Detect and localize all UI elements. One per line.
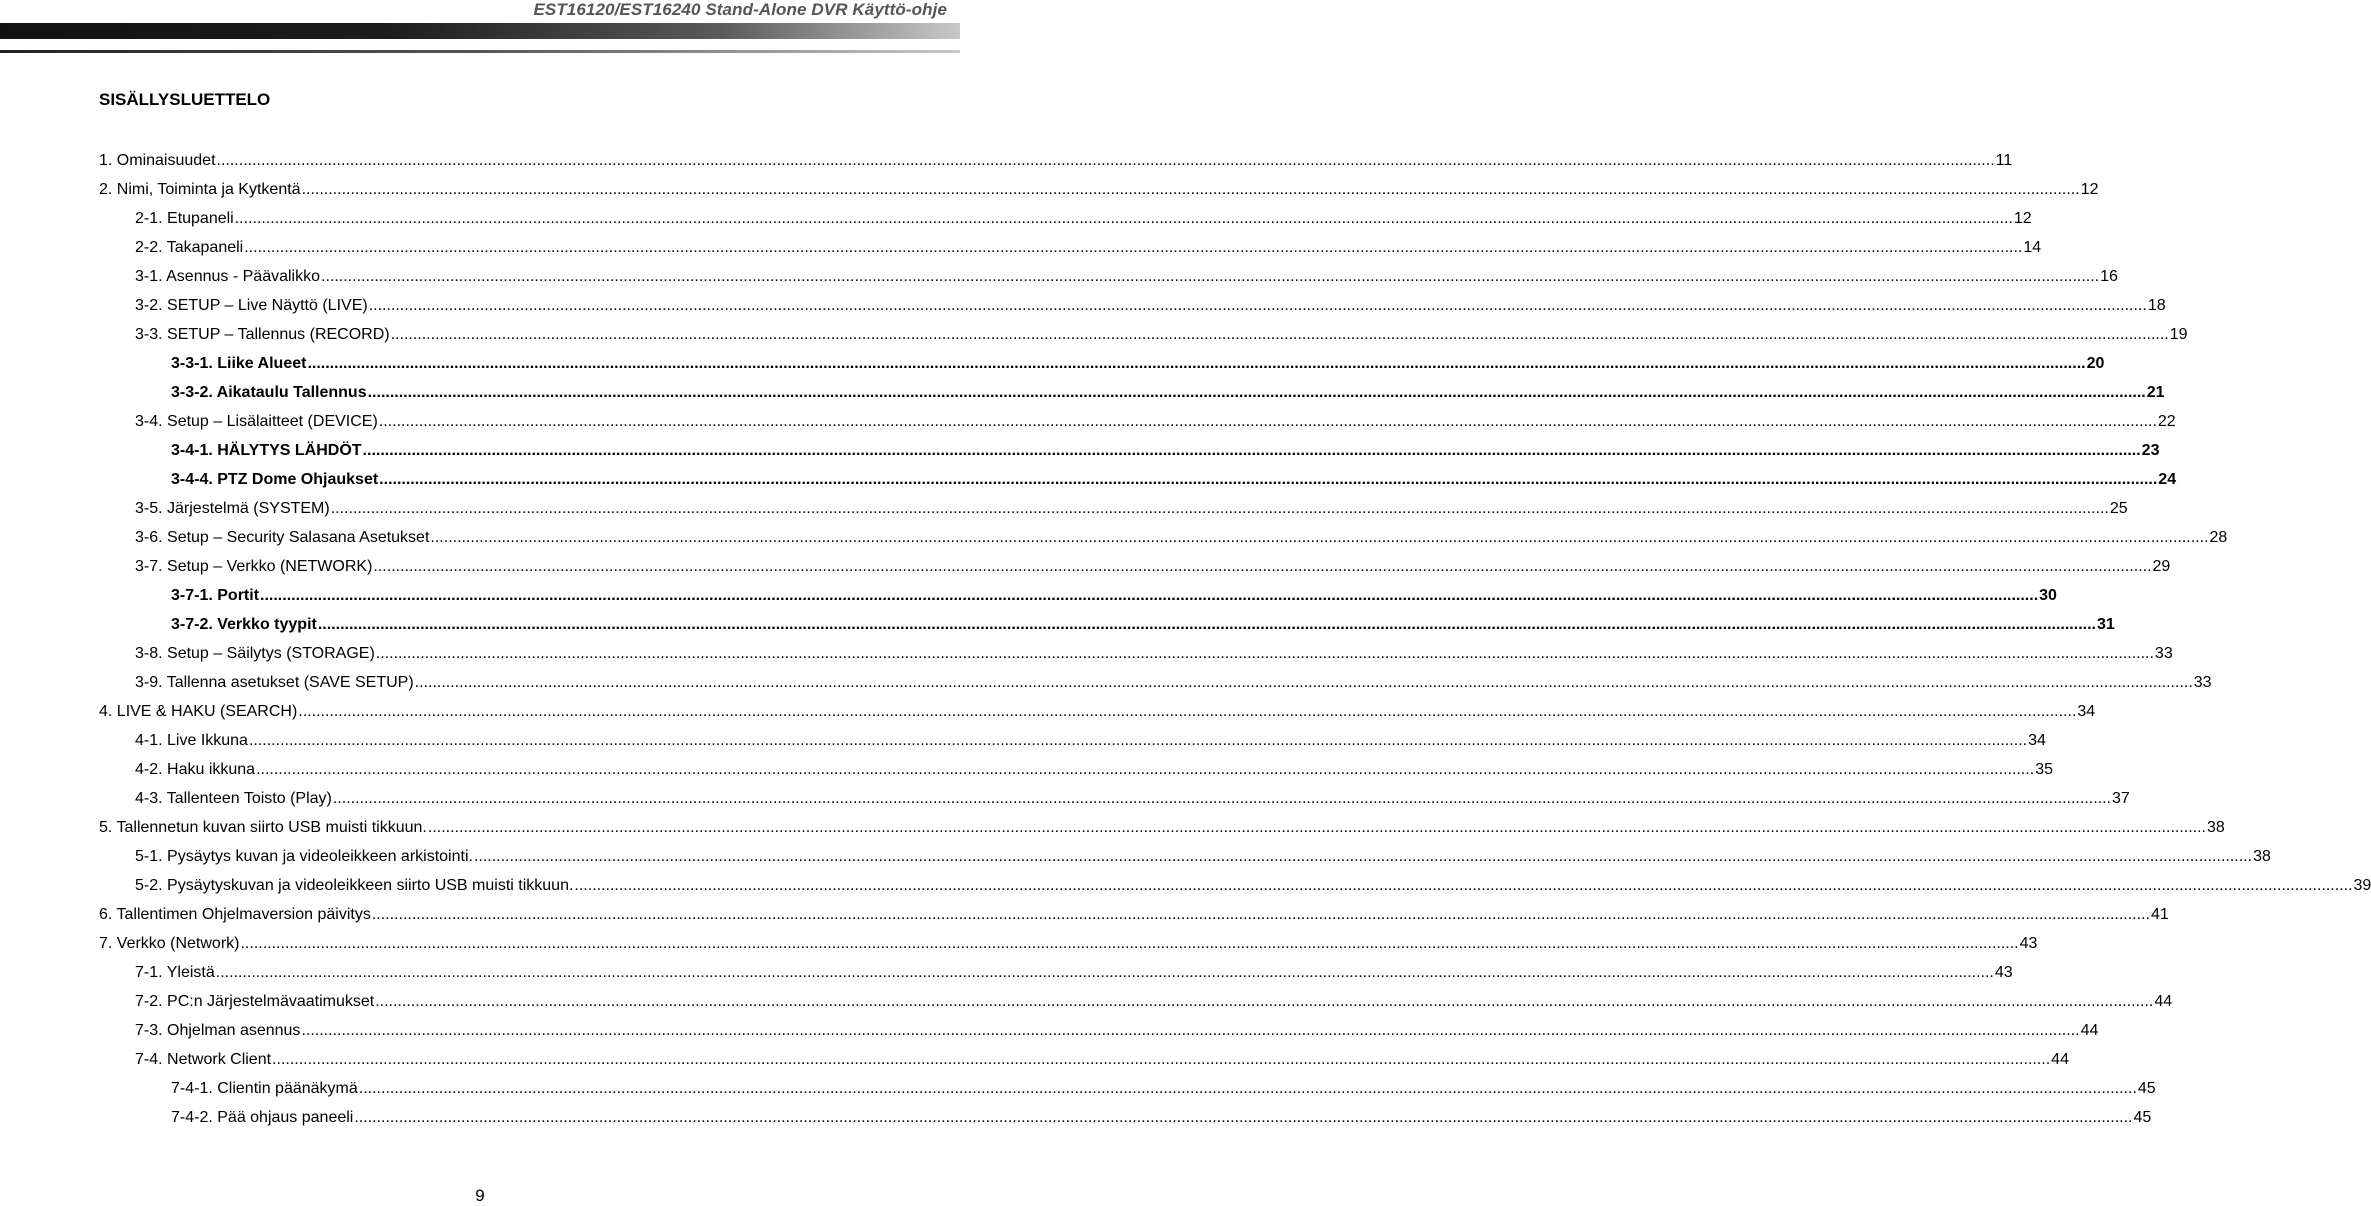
- header-divider-line: [0, 50, 960, 53]
- toc-dot-leader: ................................................................................................................................................................................................................................................................................................................................................................................................................: [427, 818, 2206, 836]
- toc-entry[interactable]: [99, 900, 2169, 929]
- toc-entry[interactable]: [135, 262, 2118, 291]
- toc-entry[interactable]: [135, 726, 2046, 755]
- toc-entry-page: 33: [2154, 644, 2173, 662]
- toc-entry-title: 7-2. PC:n Järjestelmävaatimukset: [135, 992, 375, 1010]
- toc-entry[interactable]: [135, 1045, 2069, 1074]
- toc-entry[interactable]: [171, 581, 2057, 610]
- toc-entry-title: 3-6. Setup – Security Salasana Asetukset: [135, 528, 430, 546]
- toc-entry-title: 7-4-1. Clientin päänäkymä: [171, 1079, 358, 1097]
- toc-entry-title: 2. Nimi, Toiminta ja Kytkentä: [99, 180, 301, 198]
- toc-entry-title: 5-2. Pysäytyskuvan ja videoleikkeen siirto USB muisti tikkuun.: [135, 876, 574, 894]
- toc-entry-title: 3-2. SETUP – Live Näyttö (LIVE): [135, 296, 368, 314]
- toc-entry[interactable]: [135, 523, 2228, 552]
- toc-dot-leader: ................................................................................................................................................................................................................................................................................................................................................................................................................: [379, 470, 2158, 488]
- toc-dot-leader: ................................................................................................................................................................................................................................................................................................................................................................................................................: [354, 1108, 2133, 1126]
- toc-entry[interactable]: [171, 465, 2177, 494]
- toc-dot-leader: ................................................................................................................................................................................................................................................................................................................................................................................................................: [256, 760, 2035, 778]
- toc-entry-page: 33: [2193, 673, 2212, 691]
- toc-entry-title: 4-3. Tallenteen Toisto (Play): [135, 789, 332, 807]
- toc-dot-leader: ................................................................................................................................................................................................................................................................................................................................................................................................................: [321, 267, 2100, 285]
- toc-entry-page: 23: [2141, 441, 2160, 459]
- toc-entry-page: 39: [2353, 876, 2371, 894]
- toc-dot-leader: ................................................................................................................................................................................................................................................................................................................................................................................................................: [248, 731, 2028, 749]
- toc-entry-page: 30: [2039, 586, 2057, 604]
- toc-dot-leader: ................................................................................................................................................................................................................................................................................................................................................................................................................: [215, 963, 1994, 981]
- toc-entry[interactable]: [171, 378, 2165, 407]
- toc-entry[interactable]: [135, 987, 2173, 1016]
- toc-entry-page: 44: [2154, 992, 2173, 1010]
- toc-entry-page: 44: [2080, 1021, 2099, 1039]
- toc-entry-page: 12: [2013, 209, 2032, 227]
- toc-entry-title: 3-3-1. Liike Alueet: [171, 354, 307, 372]
- toc-entry-title: 5. Tallennetun kuvan siirto USB muisti tikkuun.: [99, 818, 427, 836]
- toc-entry-page: 41: [2150, 905, 2169, 923]
- toc-entry[interactable]: [99, 929, 2038, 958]
- toc-entry-title: 1. Ominaisuudet: [99, 151, 216, 169]
- toc-dot-leader: ................................................................................................................................................................................................................................................................................................................................................................................................................: [373, 557, 2152, 575]
- toc-dot-leader: ................................................................................................................................................................................................................................................................................................................................................................................................................: [390, 325, 2169, 343]
- toc-entry-title: 3-3. SETUP – Tallennus (RECORD): [135, 325, 390, 343]
- toc-entry[interactable]: [99, 146, 2013, 175]
- toc-dot-leader: ................................................................................................................................................................................................................................................................................................................................................................................................................: [244, 238, 2023, 256]
- toc-dot-leader: ................................................................................................................................................................................................................................................................................................................................................................................................................: [430, 528, 2209, 546]
- toc-entry-page: 28: [2209, 528, 2228, 546]
- toc-heading: SISÄLLYSLUETTELO: [99, 90, 271, 109]
- toc-entry-title: 7-1. Yleistä: [135, 963, 215, 981]
- toc-entry-title: 3-7. Setup – Verkko (NETWORK): [135, 557, 373, 575]
- toc-entry-title: 3-3-2. Aikataulu Tallennus: [171, 383, 367, 401]
- toc-entry[interactable]: [99, 175, 2099, 204]
- toc-dot-leader: ................................................................................................................................................................................................................................................................................................................................................................................................................: [358, 1079, 2137, 1097]
- toc-dot-leader: ................................................................................................................................................................................................................................................................................................................................................................................................................: [260, 586, 2039, 604]
- toc-entry-title: 7-4. Network Client: [135, 1050, 272, 1068]
- toc-entry-title: 3-1. Asennus - Päävalikko: [135, 267, 320, 285]
- toc-entry-page: 18: [2147, 296, 2166, 314]
- toc-entry-page: 37: [2111, 789, 2130, 807]
- toc-entry-page: 35: [2035, 760, 2053, 778]
- toc-entry-page: 19: [2169, 325, 2188, 343]
- toc-entry[interactable]: [135, 784, 2130, 813]
- toc-entry[interactable]: [171, 436, 2160, 465]
- toc-entry-page: 44: [2051, 1050, 2069, 1068]
- toc-dot-leader: ................................................................................................................................................................................................................................................................................................................................................................................................................: [298, 702, 2077, 720]
- toc-dot-leader: ................................................................................................................................................................................................................................................................................................................................................................................................................: [272, 1050, 2051, 1068]
- toc-entry-title: 7-4-2. Pää ohjaus paneeli: [171, 1108, 354, 1126]
- toc-entry-page: 11: [1995, 151, 2013, 169]
- toc-entry-page: 45: [2133, 1108, 2152, 1126]
- toc-dot-leader: ................................................................................................................................................................................................................................................................................................................................................................................................................: [301, 180, 2080, 198]
- toc-entry-title: 3-4. Setup – Lisälaitteet (DEVICE): [135, 412, 378, 430]
- toc-entry[interactable]: [99, 813, 2225, 842]
- toc-entry-title: 4-2. Haku ikkuna: [135, 760, 256, 778]
- toc-entry-page: 14: [2023, 238, 2042, 256]
- toc-entry-title: 5-1. Pysäytys kuvan ja videoleikkeen arkistointi.: [135, 847, 473, 865]
- toc-entry-page: 20: [2086, 354, 2105, 372]
- toc-entry-title: 3-5. Järjestelmä (SYSTEM): [135, 499, 330, 517]
- toc-dot-leader: ................................................................................................................................................................................................................................................................................................................................................................................................................: [367, 383, 2146, 401]
- toc-entry[interactable]: [135, 320, 2188, 349]
- toc-dot-leader: ................................................................................................................................................................................................................................................................................................................................................................................................................: [378, 412, 2157, 430]
- toc-entry[interactable]: [135, 639, 2173, 668]
- toc-entry-title: 4-1. Live Ikkuna: [135, 731, 248, 749]
- toc-dot-leader: ................................................................................................................................................................................................................................................................................................................................................................................................................: [240, 934, 2019, 952]
- toc-entry[interactable]: [171, 1103, 2152, 1132]
- toc-dot-leader: ................................................................................................................................................................................................................................................................................................................................................................................................................: [332, 789, 2111, 807]
- toc-dot-leader: ................................................................................................................................................................................................................................................................................................................................................................................................................: [301, 1021, 2080, 1039]
- toc-entry-title: 3-7-1. Portit: [171, 586, 260, 604]
- toc-entry-page: 43: [2019, 934, 2038, 952]
- toc-entry[interactable]: [135, 494, 2128, 523]
- toc-entry-title: 7-3. Ohjelman asennus: [135, 1021, 301, 1039]
- toc-dot-leader: ................................................................................................................................................................................................................................................................................................................................................................................................................: [317, 615, 2096, 633]
- toc-entry-title: 2-1. Etupaneli: [135, 209, 234, 227]
- toc-entry-page: 22: [2157, 412, 2176, 430]
- toc-dot-leader: ................................................................................................................................................................................................................................................................................................................................................................................................................: [330, 499, 2109, 517]
- toc-dot-leader: ................................................................................................................................................................................................................................................................................................................................................................................................................: [368, 296, 2147, 314]
- toc-entry[interactable]: [135, 1016, 2099, 1045]
- toc-entry-page: 24: [2158, 470, 2177, 488]
- toc-entry-page: 34: [2028, 731, 2046, 749]
- toc-entry-page: 34: [2077, 702, 2096, 720]
- toc-entry[interactable]: [135, 842, 2271, 871]
- toc-entry[interactable]: [99, 697, 2096, 726]
- toc-entry-title: 3-8. Setup – Säilytys (STORAGE): [135, 644, 375, 662]
- toc-entry[interactable]: [135, 668, 2212, 697]
- toc-entry-page: 16: [2100, 267, 2118, 285]
- toc-entry-page: 25: [2109, 499, 2128, 517]
- page-number: 9: [475, 1186, 485, 1205]
- toc-entry[interactable]: [171, 349, 2105, 378]
- document-header-title: EST16120/EST16240 Stand-Alone DVR Käyttö-ohje: [533, 0, 947, 19]
- toc-entry[interactable]: [171, 1074, 2156, 1103]
- toc-entry-title: 4. LIVE & HAKU (SEARCH): [99, 702, 298, 720]
- toc-dot-leader: ................................................................................................................................................................................................................................................................................................................................................................................................................: [371, 905, 2150, 923]
- toc-dot-leader: ................................................................................................................................................................................................................................................................................................................................................................................................................: [574, 876, 2353, 894]
- toc-entry[interactable]: [135, 958, 2013, 987]
- toc-entry-page: 29: [2152, 557, 2171, 575]
- toc-entry-page: 38: [2207, 818, 2225, 836]
- toc-entry-title: 3-9. Tallenna asetukset (SAVE SETUP): [135, 673, 414, 691]
- toc-entry-title: 6. Tallentimen Ohjelmaversion päivitys: [99, 905, 371, 923]
- toc-entry-title: 7. Verkko (Network): [99, 934, 240, 952]
- toc-entry[interactable]: [135, 407, 2176, 436]
- toc-entry-page: 38: [2253, 847, 2271, 865]
- toc-dot-leader: ................................................................................................................................................................................................................................................................................................................................................................................................................: [216, 151, 1995, 169]
- toc-entry[interactable]: [171, 610, 2115, 639]
- header-gradient-bar: [0, 23, 960, 39]
- toc-dot-leader: ................................................................................................................................................................................................................................................................................................................................................................................................................: [375, 992, 2154, 1010]
- toc-entry[interactable]: [135, 291, 2166, 320]
- toc-entry-page: 43: [1994, 963, 2013, 981]
- toc-entry-title: 3-7-2. Verkko tyypit: [171, 615, 317, 633]
- toc-entry-page: 45: [2137, 1079, 2156, 1097]
- toc-entry[interactable]: [135, 871, 2371, 900]
- toc-entry-title: 3-4-1. HÄLYTYS LÄHDÖT: [171, 441, 362, 459]
- toc-dot-leader: ................................................................................................................................................................................................................................................................................................................................................................................................................: [234, 209, 2013, 227]
- toc-dot-leader: ................................................................................................................................................................................................................................................................................................................................................................................................................: [414, 673, 2193, 691]
- toc-entry-title: 3-4-4. PTZ Dome Ohjaukset: [171, 470, 379, 488]
- toc-entry-page: 31: [2096, 615, 2115, 633]
- toc-dot-leader: ................................................................................................................................................................................................................................................................................................................................................................................................................: [362, 441, 2141, 459]
- toc-entry-title: 2-2. Takapaneli: [135, 238, 244, 256]
- toc-entry[interactable]: [135, 552, 2171, 581]
- toc-entry[interactable]: [135, 233, 2042, 262]
- toc-entry[interactable]: [135, 755, 2053, 784]
- toc-entry-page: 12: [2080, 180, 2099, 198]
- toc-dot-leader: ................................................................................................................................................................................................................................................................................................................................................................................................................: [473, 847, 2253, 865]
- toc-entry[interactable]: [135, 204, 2032, 233]
- toc-dot-leader: ................................................................................................................................................................................................................................................................................................................................................................................................................: [307, 354, 2086, 372]
- toc-entry-page: 21: [2146, 383, 2165, 401]
- toc-dot-leader: ................................................................................................................................................................................................................................................................................................................................................................................................................: [375, 644, 2154, 662]
